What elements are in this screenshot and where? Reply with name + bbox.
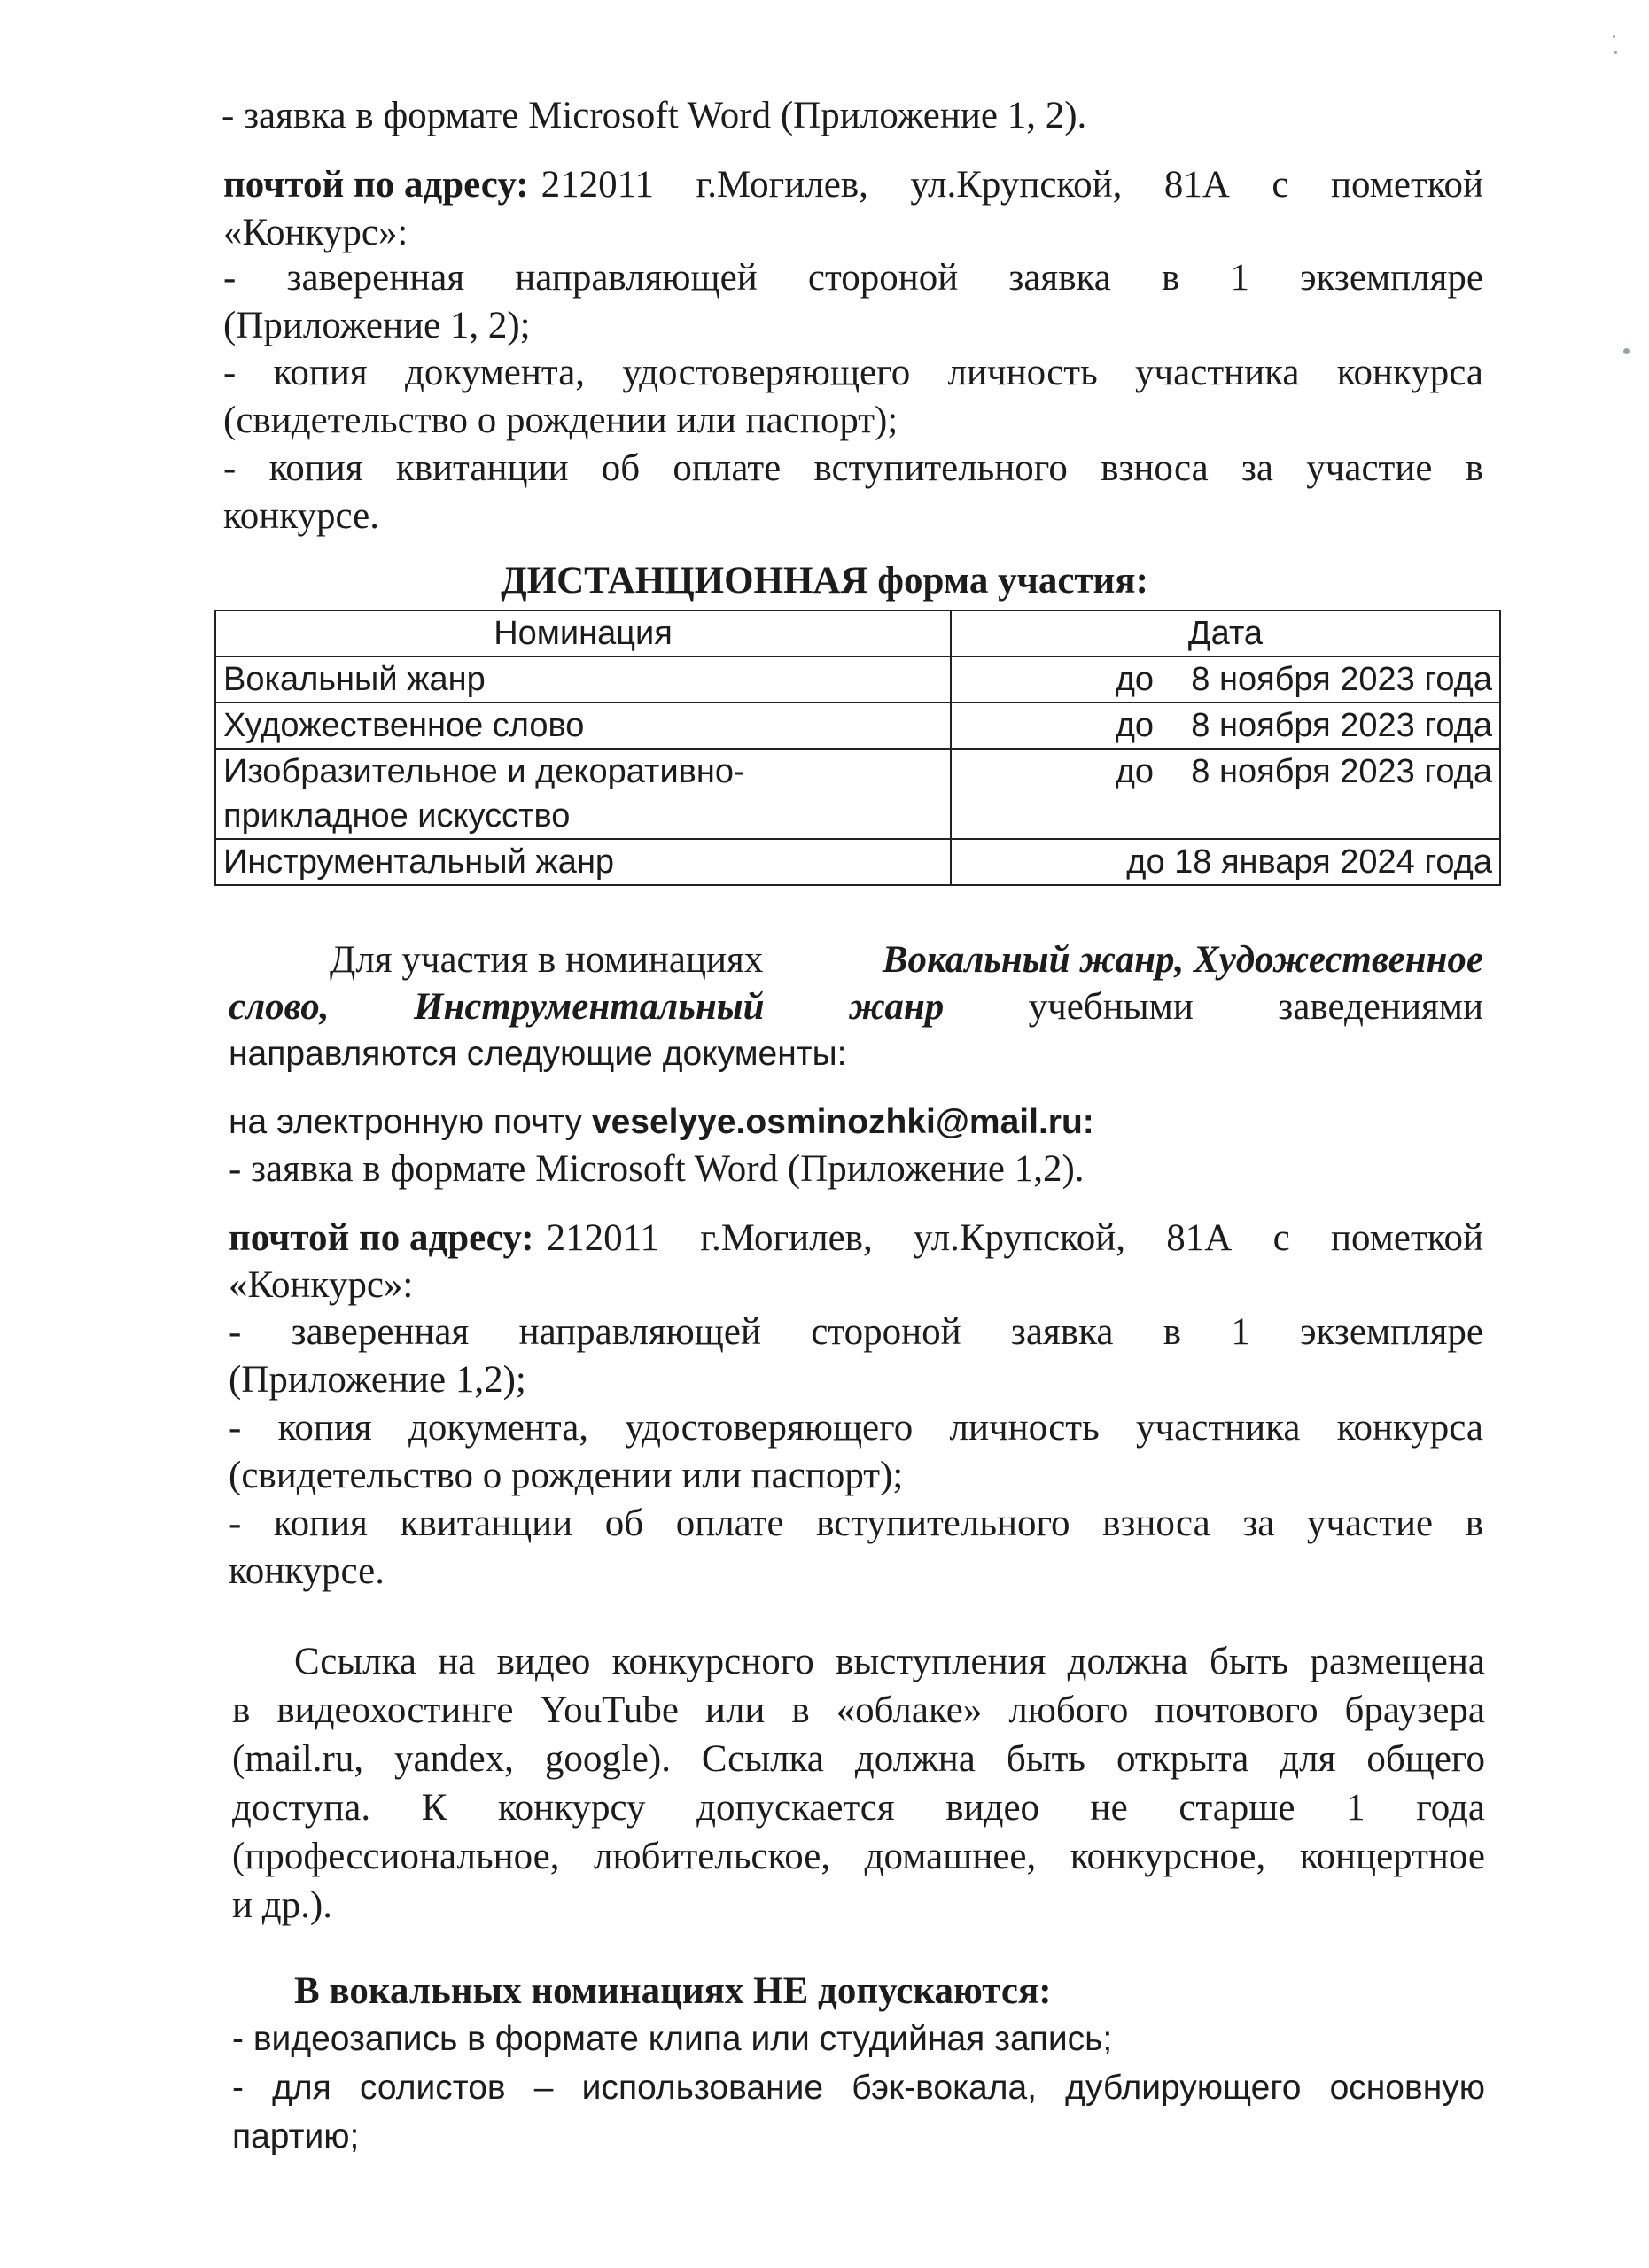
nomination-cell: Художественное слово — [215, 703, 951, 749]
video-line-1: Ссылка на видео конкурсного выступления должна быть размещена — [294, 1641, 1485, 1682]
post-item-2b-2: (свидетельство о рождении или паспорт); — [229, 1455, 904, 1496]
participation-nominations-a: Вокальный жанр, Художественное — [882, 939, 1483, 981]
date-cell: до 8 ноября 2023 года — [951, 656, 1500, 703]
video-line-2: в видеохостинге YouTube или в «облаке» любого почтового браузера — [232, 1689, 1485, 1731]
nomination-cell: Инструментальный жанр — [215, 839, 951, 885]
scan-speck — [1623, 348, 1630, 354]
post-item-1a-2: - заверенная направляющей стороной заявка в 1 экземпляре — [229, 1311, 1483, 1353]
post-address-line — [223, 162, 1483, 208]
post-address-cont: «Конкурс»: — [223, 212, 408, 253]
nomination-cell — [215, 749, 951, 839]
post-item-2a-2: - копия документа, удостоверяющего личность участника конкурса — [229, 1407, 1483, 1449]
participation-nominations-b3: жанр — [848, 986, 945, 1028]
video-line-5: (профессиональное, любительское, домашнее, конкурсное, концертное — [232, 1836, 1485, 1877]
post-address-line-2 — [229, 1216, 1483, 1262]
application-format-line: - заявка в формате Microsoft Word (Приложение 1, 2). — [222, 95, 1087, 136]
participation-line-3: направляются следующие документы: — [229, 1035, 847, 1073]
date-cell: до 8 ноября 2023 года — [951, 749, 1500, 839]
date-cell: до 8 ноября 2023 года — [951, 703, 1500, 749]
post-item-1b-2: (Приложение 1,2); — [229, 1359, 526, 1401]
vocal-item-1: - видеозапись в формате клипа или студийная запись; — [232, 2020, 1113, 2058]
participation-nominations-b2: Инструментальный — [414, 986, 765, 1028]
email-label: на электронную почту — [229, 1103, 583, 1141]
post-item-3a-2: - копия квитанции об оплате вступительного взноса за участие в — [229, 1503, 1483, 1544]
participation-nominations-b1: слово, — [229, 986, 330, 1028]
table-row — [215, 839, 1500, 885]
vocal-item-2a: - для солистов – использование бэк-вокала, дублирующего основную — [232, 2069, 1485, 2107]
email-line — [229, 1099, 1094, 1146]
participation-line-2 — [229, 984, 1483, 1030]
video-line-3: (mail.ru, yandex, google). Ссылка должна быть открыта для общего — [232, 1738, 1485, 1780]
video-line-4: доступа. К конкурсу допускается видео не старше 1 года — [232, 1787, 1485, 1829]
post-item-2a: - копия документа, удостоверяющего личность участника конкурса — [223, 352, 1483, 393]
vocal-heading: В вокальных номинациях НЕ допускаются: — [294, 1970, 1052, 2012]
nomination-cell-line: прикладное искусство — [223, 797, 571, 835]
nomination-cell: Вокальный жанр — [215, 656, 951, 703]
post-item-3a: - копия квитанции об оплате вступительного взноса за участие в — [223, 447, 1483, 489]
nomination-cell-line: Изобразительное и декоративно- — [223, 753, 745, 790]
scan-speck — [1613, 35, 1615, 38]
post-address: 212011 г.Могилев, ул.Крупской, 81А с пометкой — [541, 164, 1483, 206]
vocal-item-2b: партию; — [232, 2117, 360, 2155]
participation-line-1 — [330, 937, 1483, 983]
email-address: veselyye.osminozhki@mail.ru: — [591, 1103, 1094, 1141]
table-row — [215, 703, 1500, 749]
post-label: почтой по адресу: — [229, 1217, 534, 1259]
post-item-3b: конкурсе. — [223, 495, 379, 537]
scan-speck — [1614, 51, 1617, 54]
video-line-6: и др.). — [232, 1884, 332, 1926]
post-item-1b: (Приложение 1, 2); — [223, 305, 531, 346]
header-date: Дата — [951, 610, 1500, 656]
nominations-table — [214, 610, 1501, 886]
table-row — [215, 656, 1500, 703]
post-label: почтой по адресу: — [223, 164, 529, 206]
participation-lead: Для участия в номинациях — [330, 939, 764, 981]
table-row — [215, 749, 1500, 839]
post-address-cont-2: «Конкурс»: — [229, 1264, 414, 1306]
post-item-1a: - заверенная направляющей стороной заявка в 1 экземпляре — [223, 257, 1483, 299]
participation-tail-b2: заведениями — [1278, 986, 1483, 1028]
participation-tail-b1: учебными — [1028, 986, 1194, 1028]
email-item: - заявка в формате Microsoft Word (Приложение 1,2). — [229, 1148, 1085, 1190]
post-item-2b: (свидетельство о рождении или паспорт); — [223, 400, 898, 441]
date-cell: до 18 января 2024 года — [951, 839, 1500, 885]
post-address: 212011 г.Могилев, ул.Крупской, 81А с пометкой — [546, 1217, 1483, 1259]
table-title: ДИСТАНЦИОННАЯ форма участия: — [501, 560, 1148, 602]
header-nomination: Номинация — [215, 610, 951, 656]
post-item-3b-2: конкурсе. — [229, 1550, 385, 1592]
